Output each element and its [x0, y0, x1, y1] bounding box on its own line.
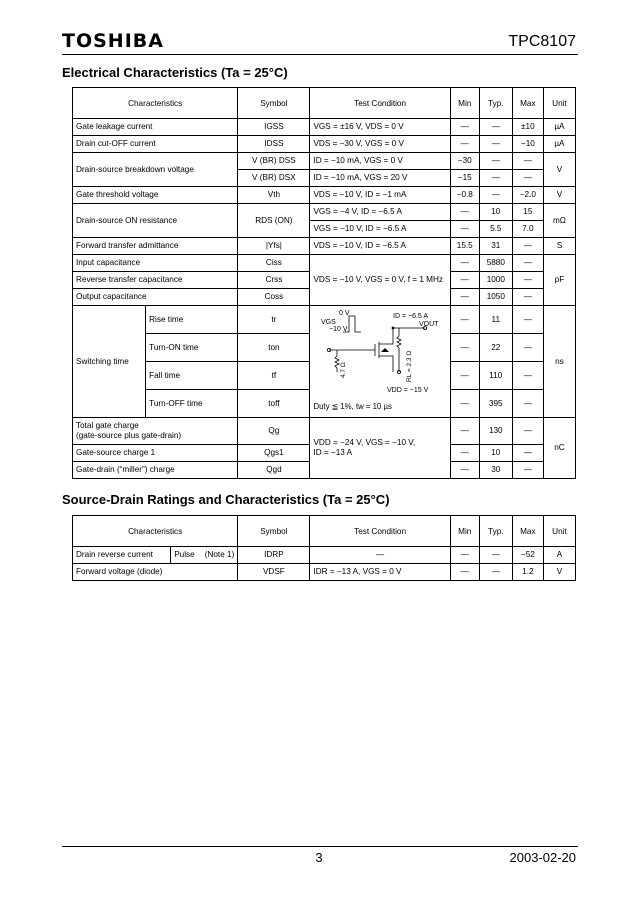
max-cell: —	[512, 334, 543, 362]
symbol-cell: RDS (ON)	[238, 204, 310, 238]
min-cell: —	[450, 221, 479, 238]
characteristic-cell: Gate leakage current	[73, 119, 238, 136]
circuit-label-load-resistor: RL = 2.3 Ω	[406, 350, 414, 382]
unit-cell: V	[543, 564, 575, 581]
circuit-label-0v: 0 V	[339, 310, 350, 317]
typ-cell: —	[479, 170, 512, 187]
characteristic-cell: Reverse transfer capacitance	[73, 272, 238, 289]
min-cell: —	[450, 272, 479, 289]
characteristic-cell: Input capacitance	[73, 255, 238, 272]
table-row	[73, 306, 576, 334]
min-cell: —	[450, 204, 479, 221]
max-cell: —	[512, 462, 543, 479]
max-cell: −2.0	[512, 187, 543, 204]
characteristic-cell: Drain cut-OFF current	[73, 136, 238, 153]
typ-cell: 10	[479, 445, 512, 462]
min-cell: —	[450, 462, 479, 479]
symbol-cell: Coss	[238, 289, 310, 306]
unit-cell: mΩ	[543, 204, 575, 238]
min-cell: —	[450, 547, 479, 564]
col-header-unit: Unit	[543, 88, 575, 119]
unit-cell: pF	[543, 255, 575, 306]
characteristic-cell: Turn-OFF time	[146, 390, 238, 418]
table-header-row	[73, 88, 576, 119]
pulse-note-cell	[171, 547, 238, 564]
col-header-max: Max	[512, 516, 543, 547]
col-header-typ: Typ.	[479, 516, 512, 547]
condition-cell: VGS = ±16 V, VDS = 0 V	[310, 119, 450, 136]
col-header-max: Max	[512, 88, 543, 119]
characteristic-cell: Drain-source ON resistance	[73, 204, 238, 238]
characteristic-cell: Forward voltage (diode)	[73, 564, 238, 581]
max-cell: —	[512, 153, 543, 170]
min-cell: —	[450, 362, 479, 390]
document-date: 2003-02-20	[509, 850, 576, 865]
characteristic-cell	[73, 418, 238, 445]
condition-cell: ID = −10 mA, VGS = 0 V	[310, 153, 450, 170]
condition-cell: IDR = −13 A, VGS = 0 V	[310, 564, 450, 581]
max-cell: —	[512, 362, 543, 390]
col-header-characteristics: Characteristics	[73, 516, 238, 547]
characteristic-line: Total gate charge	[76, 421, 139, 430]
pulse-label: Pulse	[174, 550, 195, 559]
typ-cell: 10	[479, 204, 512, 221]
col-header-min: Min	[450, 516, 479, 547]
symbol-cell: tr	[238, 306, 310, 334]
characteristic-cell: Drain reverse current	[73, 547, 171, 564]
circuit-label-gate-resistor: 4.7 Ω	[340, 362, 348, 378]
min-cell: —	[450, 390, 479, 418]
table-row	[73, 255, 576, 272]
min-cell: −0.8	[450, 187, 479, 204]
col-header-test-condition: Test Condition	[310, 88, 450, 119]
col-header-typ: Typ.	[479, 88, 512, 119]
symbol-cell: Qg	[238, 418, 310, 445]
condition-cell: —	[310, 547, 450, 564]
table-header-row	[73, 516, 576, 547]
symbol-cell: tf	[238, 362, 310, 390]
table-row	[73, 418, 576, 445]
max-cell: —	[512, 306, 543, 334]
min-cell: —	[450, 306, 479, 334]
symbol-cell: Crss	[238, 272, 310, 289]
max-cell: —	[512, 255, 543, 272]
header-rule	[62, 54, 578, 55]
condition-cell: VDS = −30 V, VGS = 0 V	[310, 136, 450, 153]
typ-cell: —	[479, 564, 512, 581]
switching-test-circuit-cell	[310, 306, 450, 418]
col-header-test-condition: Test Condition	[310, 516, 450, 547]
unit-cell: S	[543, 238, 575, 255]
characteristic-cell: Rise time	[146, 306, 238, 334]
table-row	[73, 564, 576, 581]
min-cell: —	[450, 334, 479, 362]
min-cell: 15.5	[450, 238, 479, 255]
unit-cell: V	[543, 187, 575, 204]
characteristic-cell: Switching time	[73, 306, 146, 418]
max-cell: —	[512, 272, 543, 289]
min-cell: —	[450, 445, 479, 462]
unit-cell: nC	[543, 418, 575, 479]
characteristic-cell: Fall time	[146, 362, 238, 390]
symbol-cell: IGSS	[238, 119, 310, 136]
switching-test-circuit-diagram	[315, 310, 445, 400]
electrical-characteristics-table	[72, 87, 576, 479]
max-cell: —	[512, 445, 543, 462]
unit-cell: ns	[543, 306, 575, 418]
toshiba-logo: TOSHIBA	[62, 30, 164, 52]
characteristic-cell: Output capacitance	[73, 289, 238, 306]
condition-cell: VDS = −10 V, ID = −6.5 A	[310, 238, 450, 255]
max-cell: —	[512, 289, 543, 306]
symbol-cell: Ciss	[238, 255, 310, 272]
min-cell: —	[450, 564, 479, 581]
condition-cell: VGS = −10 V, ID = −6.5 A	[310, 221, 450, 238]
typ-cell: —	[479, 547, 512, 564]
typ-cell: 1000	[479, 272, 512, 289]
typ-cell: 5.5	[479, 221, 512, 238]
symbol-cell: Qgs1	[238, 445, 310, 462]
max-cell: −10	[512, 136, 543, 153]
typ-cell: —	[479, 136, 512, 153]
switching-condition-note: Duty ≦ 1%, tw = 10 µs	[313, 402, 392, 411]
section-title-source-drain: Source-Drain Ratings and Characteristics (Ta = 25°C)	[62, 492, 390, 507]
table-row	[73, 204, 576, 221]
max-cell: —	[512, 390, 543, 418]
min-cell: —	[450, 119, 479, 136]
max-cell: 7.0	[512, 221, 543, 238]
unit-cell: µA	[543, 119, 575, 136]
condition-cell: VDS = −10 V, ID = −1 mA	[310, 187, 450, 204]
typ-cell: —	[479, 153, 512, 170]
unit-cell: A	[543, 547, 575, 564]
symbol-cell: ton	[238, 334, 310, 362]
typ-cell: 130	[479, 418, 512, 445]
typ-cell: 22	[479, 334, 512, 362]
symbol-cell: V (BR) DSX	[238, 170, 310, 187]
symbol-cell: VDSF	[238, 564, 310, 581]
source-drain-table	[72, 515, 576, 581]
max-cell: 15	[512, 204, 543, 221]
symbol-cell: IDRP	[238, 547, 310, 564]
table-row	[73, 136, 576, 153]
condition-cell: VDS = −10 V, VGS = 0 V, f = 1 MHz	[310, 255, 450, 306]
table-row	[73, 153, 576, 170]
circuit-label-10v: −10 V	[329, 326, 348, 333]
symbol-cell: toff	[238, 390, 310, 418]
max-cell: —	[512, 418, 543, 445]
condition-cell: ID = −10 mA, VGS = 20 V	[310, 170, 450, 187]
symbol-cell: V (BR) DSS	[238, 153, 310, 170]
min-cell: —	[450, 136, 479, 153]
part-number: TPC8107	[508, 33, 576, 50]
typ-cell: 1050	[479, 289, 512, 306]
unit-cell: V	[543, 153, 575, 187]
min-cell: —	[450, 255, 479, 272]
typ-cell: —	[479, 119, 512, 136]
characteristic-cell: Gate threshold voltage	[73, 187, 238, 204]
page-number: 3	[315, 850, 323, 865]
max-cell: −52	[512, 547, 543, 564]
characteristic-cell: Drain-source breakdown voltage	[73, 153, 238, 187]
footer-rule	[62, 846, 578, 847]
characteristic-cell: Turn-ON time	[146, 334, 238, 362]
max-cell: —	[512, 238, 543, 255]
symbol-cell: IDSS	[238, 136, 310, 153]
col-header-characteristics: Characteristics	[73, 88, 238, 119]
typ-cell: —	[479, 187, 512, 204]
col-header-symbol: Symbol	[238, 516, 310, 547]
min-cell: −30	[450, 153, 479, 170]
symbol-cell: |Yfs|	[238, 238, 310, 255]
min-cell: —	[450, 418, 479, 445]
condition-cell	[310, 418, 450, 479]
max-cell: —	[512, 170, 543, 187]
table-row	[73, 187, 576, 204]
condition-line: ID = −13 A	[313, 448, 353, 457]
typ-cell: 11	[479, 306, 512, 334]
characteristic-cell: Forward transfer admittance	[73, 238, 238, 255]
col-header-unit: Unit	[543, 516, 575, 547]
circuit-label-vgs: VGS	[321, 319, 336, 326]
table-row	[73, 119, 576, 136]
circuit-label-id: ID = −6.5 A	[393, 313, 429, 320]
typ-cell: 110	[479, 362, 512, 390]
note-ref: (Note 1)	[204, 550, 235, 559]
characteristic-cell: Gate-drain (“miller”) charge	[73, 462, 238, 479]
symbol-cell: Vth	[238, 187, 310, 204]
typ-cell: 395	[479, 390, 512, 418]
col-header-min: Min	[450, 88, 479, 119]
table-row	[73, 238, 576, 255]
symbol-cell: Qgd	[238, 462, 310, 479]
condition-line: VDD = −24 V, VGS = −10 V,	[313, 438, 416, 447]
typ-cell: 5880	[479, 255, 512, 272]
section-title-electrical: Electrical Characteristics (Ta = 25°C)	[62, 65, 288, 80]
max-cell: 1.2	[512, 564, 543, 581]
table-row	[73, 547, 576, 564]
circuit-label-vdd: VDD = −15 V	[387, 387, 429, 394]
unit-cell: µA	[543, 136, 575, 153]
typ-cell: 30	[479, 462, 512, 479]
circuit-label-vout: VOUT	[419, 321, 439, 328]
min-cell: −15	[450, 170, 479, 187]
min-cell: —	[450, 289, 479, 306]
characteristic-cell: Gate-source charge 1	[73, 445, 238, 462]
characteristic-line: (gate-source plus gate-drain)	[76, 431, 182, 440]
col-header-symbol: Symbol	[238, 88, 310, 119]
condition-cell: VGS = −4 V, ID = −6.5 A	[310, 204, 450, 221]
typ-cell: 31	[479, 238, 512, 255]
max-cell: ±10	[512, 119, 543, 136]
